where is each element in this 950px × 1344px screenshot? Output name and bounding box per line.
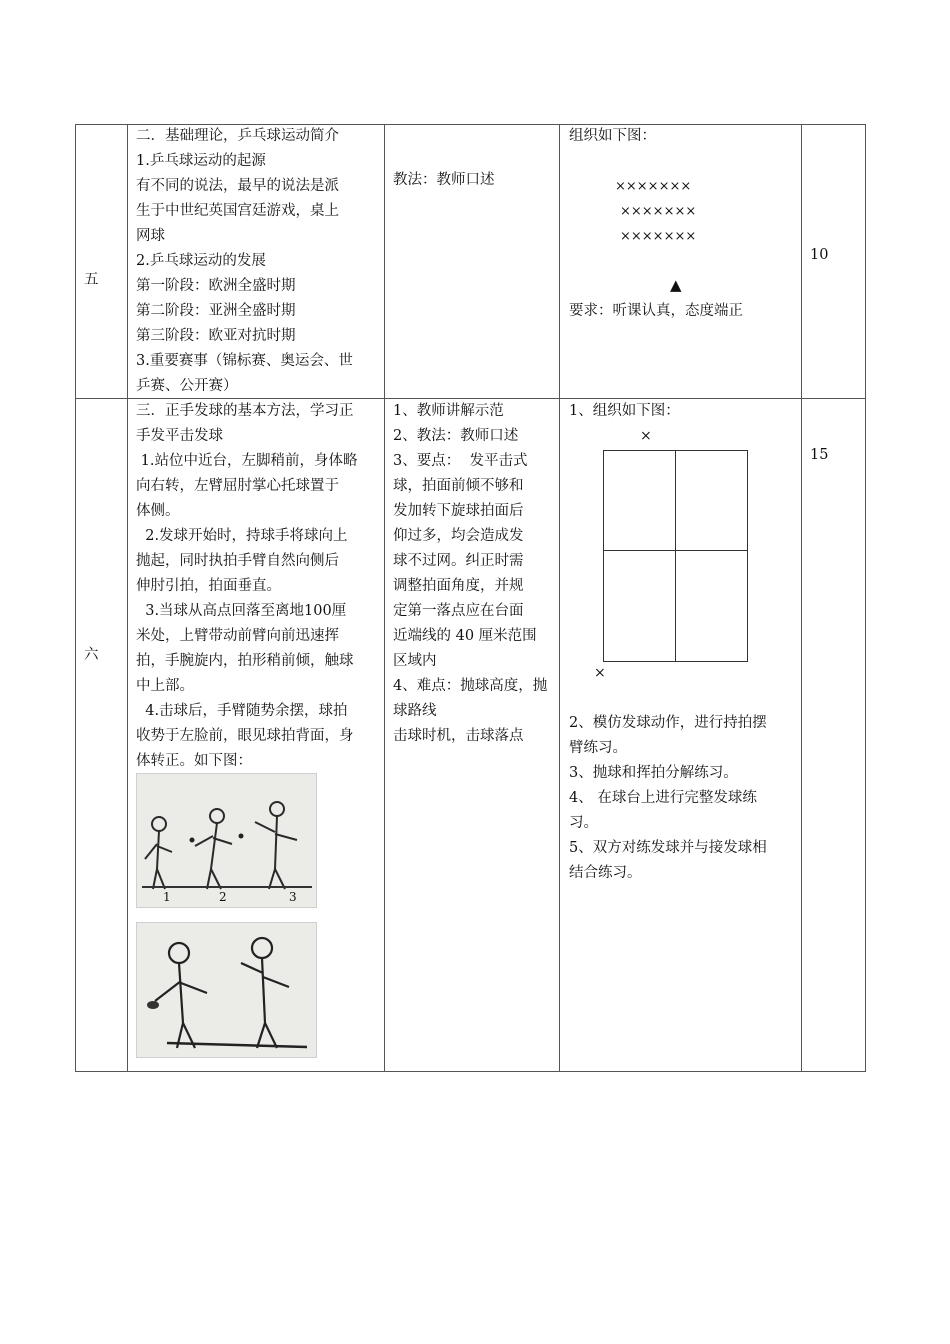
row6-method-line: 2、教法：教师口述	[393, 428, 519, 444]
row5-content-line: 生于中世纪英国宫廷游戏，桌上	[136, 203, 339, 219]
row5-content-line: 第三阶段：欧亚对抗时期	[136, 328, 296, 344]
org-step-line: 2、模仿发球动作，进行持拍摆	[569, 715, 767, 731]
row6-content-line: 伸肘引拍，拍面垂直。	[136, 578, 281, 594]
org-step-line: 5、双方对练发球并与接发球相	[569, 840, 767, 856]
row6-content-line: 手发平击发球	[136, 428, 223, 444]
col-divider-2	[384, 124, 385, 1072]
row6-content-line: 体侧。	[136, 503, 180, 519]
serve-sequence-photo-2	[136, 922, 317, 1058]
row5-content-line: 1.乒乓球运动的起源	[136, 153, 266, 169]
org-step-line: 3、抛球和挥拍分解练习。	[569, 765, 738, 781]
row6-content-line: 收势于左脸前，眼见球拍背面，身	[136, 728, 354, 744]
org-step-line: 习。	[569, 815, 598, 831]
row5-index: 五	[84, 272, 99, 288]
row6-content-line: 抛起，同时执拍手臂自然向侧后	[136, 553, 339, 569]
formation-row: ×××××××	[620, 229, 697, 244]
row6-content-line: 4.击球后，手臂随势余摆，球拍	[136, 703, 348, 719]
row6-method-line: 调整拍面角度，并规	[393, 578, 524, 594]
col-divider-1	[127, 124, 128, 1072]
org-step-line: 4、 在球台上进行完整发球练	[569, 790, 757, 806]
table-border-left	[75, 124, 76, 1072]
row6-org-title: 1、组织如下图：	[569, 403, 680, 419]
row6-org-steps	[569, 711, 767, 886]
row5-content-line: 3.重要赛事（锦标赛、奥运会、世	[136, 353, 353, 369]
row6-method-line: 4、难点：抛球高度，抛	[393, 678, 548, 694]
row6-method-line: 球不过网。纠正时需	[393, 553, 524, 569]
row6-content-line: 2.发球开始时，持球手将球向上	[136, 528, 348, 544]
table-center-line	[675, 451, 676, 661]
row6-time: 15	[810, 447, 829, 463]
row6-content-line: 3.当球从高点回落至离地100厘	[136, 603, 347, 619]
serve-figures-illustration	[137, 774, 316, 907]
row6-content-line: 1.站位中近台，左脚稍前，身体略	[136, 453, 358, 469]
row6-method-line: 球，拍面前倾不够和	[393, 478, 524, 494]
figure-number: 1	[163, 890, 171, 904]
row6-content-line: 向右转，左臂屈肘掌心托球置于	[136, 478, 339, 494]
teacher-triangle-icon: ▲	[670, 276, 682, 294]
row5-method: 教法：教师口述	[393, 172, 495, 188]
row6-method-line: 发加转下旋球拍面后	[393, 503, 524, 519]
row5-content-line: 第二阶段：亚洲全盛时期	[136, 303, 296, 319]
row5-content-line: 乒赛、公开赛）	[136, 378, 238, 394]
row6-content-line: 中上部。	[136, 678, 194, 694]
table-border-bottom	[75, 1071, 866, 1072]
row5-content-line: 网球	[136, 228, 165, 244]
figure-number: 2	[219, 890, 227, 904]
row6-method-line: 区域内	[393, 653, 437, 669]
row6-content-line: 三．正手发球的基本方法，学习正	[136, 403, 354, 419]
row6-content-line: 米处，上臂带动前臂向前迅速挥	[136, 628, 339, 644]
row6-content-line: 拍，手腕旋内，拍形稍前倾，触球	[136, 653, 354, 669]
row5-content-line: 第一阶段：欧洲全盛时期	[136, 278, 296, 294]
col-divider-4	[801, 124, 802, 1072]
serve-followthrough-illustration	[137, 923, 316, 1057]
serve-sequence-photo-1	[136, 773, 317, 908]
row6-method-line: 近端线的 40 厘米范围	[393, 628, 537, 644]
row5-content	[136, 124, 353, 399]
org-step-line: 臂练习。	[569, 740, 627, 756]
row5-time: 10	[810, 247, 829, 263]
row6-index: 六	[84, 647, 99, 663]
row6-content-line: 体转正。如下图：	[136, 753, 252, 769]
row6-method-line: 3、要点： 发平击式	[393, 453, 528, 469]
col-divider-3	[559, 124, 560, 1072]
row6-method-line: 球路线	[393, 703, 437, 719]
row5-content-line: 有不同的说法，最早的说法是派	[136, 178, 339, 194]
org-step-line: 结合练习。	[569, 865, 642, 881]
figure-number: 3	[289, 890, 297, 904]
player-mark-bottom: ×	[594, 665, 606, 681]
player-mark-top: ×	[640, 428, 652, 444]
row5-content-line: 二．基础理论，乒乓球运动简介	[136, 128, 339, 144]
formation-row: ×××××××	[620, 204, 697, 219]
row5-requirement: 要求：听课认真，态度端正	[569, 303, 743, 319]
table-tennis-table-diagram	[603, 450, 748, 662]
table-border-right	[865, 124, 866, 1072]
row6-method-line: 仰过多，均会造成发	[393, 528, 524, 544]
table-net-line	[604, 550, 747, 551]
formation-row: ×××××××	[615, 179, 692, 194]
row6-content	[136, 399, 357, 774]
row6-method-line: 定第一落点应在台面	[393, 603, 524, 619]
row5-content-line: 2.乒乓球运动的发展	[136, 253, 266, 269]
row6-method	[393, 399, 547, 749]
row5-org-title: 组织如下图：	[569, 128, 656, 144]
row6-method-line: 1、教师讲解示范	[393, 403, 504, 419]
row6-method-line: 击球时机，击球落点	[393, 728, 524, 744]
